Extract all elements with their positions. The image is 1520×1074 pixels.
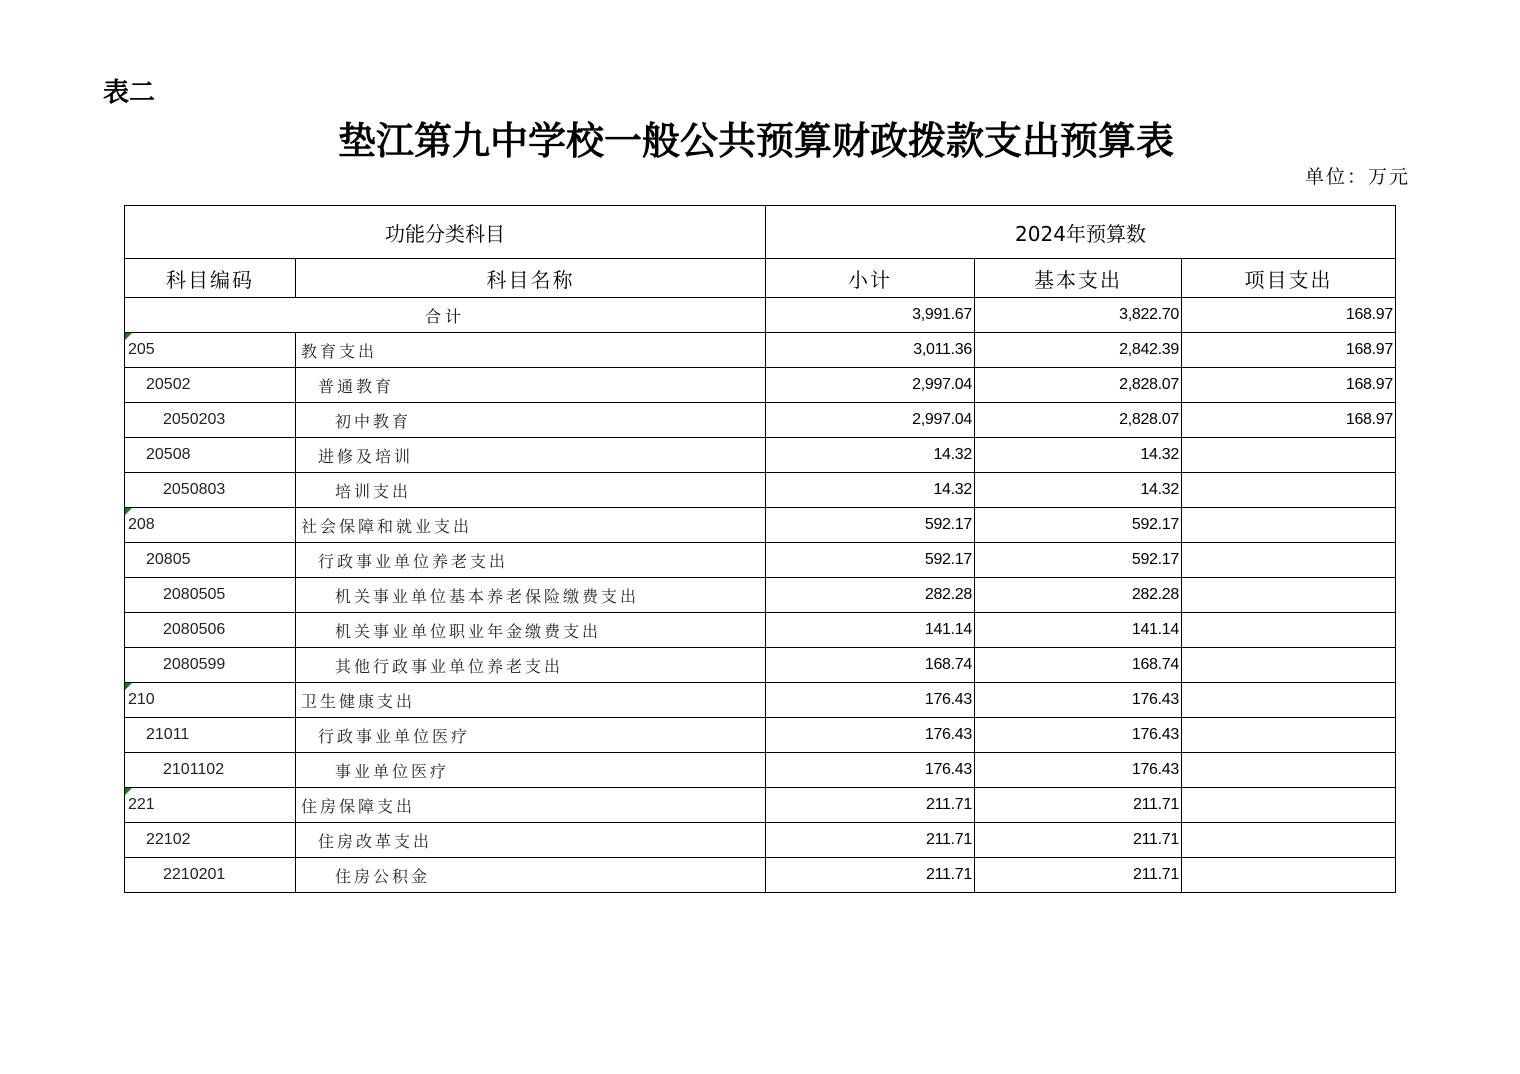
cell-marker-icon bbox=[125, 508, 132, 515]
table-row bbox=[125, 753, 1396, 788]
row-project bbox=[1182, 753, 1396, 788]
row-name-text: 机关事业单位基本养老保险缴费支出 bbox=[335, 588, 640, 606]
row-basic-text: 176.43 bbox=[1131, 761, 1179, 778]
row-name bbox=[296, 543, 766, 578]
row-basic-text: 2,842.39 bbox=[1119, 341, 1179, 358]
total-project: 168.97 bbox=[1182, 298, 1396, 333]
row-name bbox=[296, 333, 766, 368]
row-subtotal bbox=[766, 578, 975, 613]
budget-table bbox=[124, 205, 1396, 893]
row-subtotal-text: 141.14 bbox=[924, 621, 972, 638]
row-project bbox=[1182, 788, 1396, 823]
row-subtotal-text: 176.43 bbox=[924, 691, 972, 708]
row-basic bbox=[975, 368, 1182, 403]
row-name-text: 其他行政事业单位养老支出 bbox=[335, 658, 564, 676]
page-title: 垫江第九中学校一般公共预算财政拨款支出预算表 bbox=[337, 118, 1174, 163]
row-subtotal bbox=[766, 473, 975, 508]
row-project bbox=[1182, 578, 1396, 613]
row-code-text: 2080506 bbox=[163, 621, 226, 638]
row-basic bbox=[975, 823, 1182, 858]
row-project bbox=[1182, 368, 1396, 403]
row-name-text: 教育支出 bbox=[301, 343, 378, 361]
table-row bbox=[125, 333, 1396, 368]
row-code-text: 21011 bbox=[146, 726, 190, 743]
row-project bbox=[1182, 333, 1396, 368]
table-row bbox=[125, 438, 1396, 473]
row-subtotal bbox=[766, 333, 975, 368]
row-code-text: 2050203 bbox=[163, 411, 226, 428]
row-basic-text: 282.28 bbox=[1131, 586, 1179, 603]
row-code bbox=[125, 543, 296, 578]
row-code-text: 2050803 bbox=[163, 481, 226, 498]
row-project-text: 168.97 bbox=[1345, 341, 1393, 358]
row-name bbox=[296, 683, 766, 718]
table-row bbox=[125, 823, 1396, 858]
header-row-group bbox=[125, 206, 1396, 259]
row-project bbox=[1182, 858, 1396, 893]
row-code-text: 221 bbox=[128, 796, 155, 813]
row-name-text: 事业单位医疗 bbox=[335, 763, 450, 781]
row-subtotal bbox=[766, 753, 975, 788]
unit-label: 单位：万元 bbox=[1304, 166, 1410, 188]
row-subtotal-text: 592.17 bbox=[924, 516, 972, 533]
row-name-text: 住房改革支出 bbox=[318, 833, 433, 851]
row-basic-text: 2,828.07 bbox=[1119, 376, 1179, 393]
row-project bbox=[1182, 718, 1396, 753]
row-basic-text: 211.71 bbox=[1133, 831, 1179, 848]
row-subtotal-text: 211.71 bbox=[926, 866, 972, 883]
row-name-text: 行政事业单位医疗 bbox=[318, 728, 471, 746]
row-name bbox=[296, 718, 766, 753]
row-code bbox=[125, 438, 296, 473]
row-name-text: 初中教育 bbox=[335, 413, 412, 431]
cell-marker-icon bbox=[125, 788, 132, 795]
table-row bbox=[125, 648, 1396, 683]
row-code-text: 2101102 bbox=[163, 761, 225, 778]
table-row bbox=[125, 788, 1396, 823]
row-subtotal-text: 592.17 bbox=[924, 551, 972, 568]
row-subtotal-text: 282.28 bbox=[924, 586, 972, 603]
row-name-text: 培训支出 bbox=[335, 483, 412, 501]
row-code bbox=[125, 368, 296, 403]
row-project bbox=[1182, 613, 1396, 648]
row-project bbox=[1182, 438, 1396, 473]
row-subtotal-text: 14.32 bbox=[933, 446, 972, 463]
row-basic bbox=[975, 753, 1182, 788]
table-row bbox=[125, 718, 1396, 753]
row-name-text: 机关事业单位职业年金缴费支出 bbox=[335, 623, 602, 641]
row-code bbox=[125, 473, 296, 508]
header-subtotal: 小计 bbox=[766, 259, 975, 298]
row-basic bbox=[975, 438, 1182, 473]
table-row bbox=[125, 368, 1396, 403]
row-subtotal bbox=[766, 648, 975, 683]
header-name: 科目名称 bbox=[296, 259, 766, 298]
header-row-columns bbox=[125, 259, 1396, 298]
row-basic bbox=[975, 613, 1182, 648]
table-row bbox=[125, 543, 1396, 578]
row-subtotal-text: 176.43 bbox=[924, 726, 972, 743]
row-subtotal-text: 176.43 bbox=[924, 761, 972, 778]
row-subtotal bbox=[766, 508, 975, 543]
row-basic-text: 168.74 bbox=[1131, 656, 1179, 673]
row-subtotal-text: 211.71 bbox=[926, 831, 972, 848]
row-name-text: 住房公积金 bbox=[335, 868, 431, 886]
row-name-text: 卫生健康支出 bbox=[301, 693, 416, 711]
row-project bbox=[1182, 648, 1396, 683]
row-subtotal bbox=[766, 368, 975, 403]
total-basic: 3,822.70 bbox=[975, 298, 1182, 333]
row-code bbox=[125, 648, 296, 683]
row-code-text: 2080505 bbox=[163, 586, 226, 603]
row-code bbox=[125, 753, 296, 788]
row-name bbox=[296, 473, 766, 508]
row-code-text: 2210201 bbox=[163, 866, 226, 883]
row-basic bbox=[975, 648, 1182, 683]
row-subtotal bbox=[766, 683, 975, 718]
row-code-text: 2080599 bbox=[163, 656, 226, 673]
cell-marker-icon bbox=[125, 333, 132, 340]
row-basic bbox=[975, 718, 1182, 753]
table-row bbox=[125, 578, 1396, 613]
row-code-text: 20502 bbox=[146, 376, 191, 393]
table-row bbox=[125, 403, 1396, 438]
row-subtotal bbox=[766, 823, 975, 858]
row-basic-text: 176.43 bbox=[1131, 726, 1179, 743]
row-name-text: 行政事业单位养老支出 bbox=[318, 553, 509, 571]
row-basic bbox=[975, 578, 1182, 613]
row-basic-text: 176.43 bbox=[1131, 691, 1179, 708]
row-basic bbox=[975, 543, 1182, 578]
row-name bbox=[296, 508, 766, 543]
row-code bbox=[125, 683, 296, 718]
row-project bbox=[1182, 508, 1396, 543]
row-code-text: 205 bbox=[128, 341, 155, 358]
table-row bbox=[125, 613, 1396, 648]
row-code bbox=[125, 718, 296, 753]
row-project bbox=[1182, 473, 1396, 508]
header-code: 科目编码 bbox=[125, 259, 296, 298]
total-row bbox=[125, 298, 1396, 333]
row-code bbox=[125, 858, 296, 893]
row-code bbox=[125, 613, 296, 648]
row-basic bbox=[975, 403, 1182, 438]
row-subtotal bbox=[766, 718, 975, 753]
row-basic bbox=[975, 333, 1182, 368]
row-name-text: 普通教育 bbox=[318, 378, 395, 396]
row-name-text: 社会保障和就业支出 bbox=[301, 518, 473, 536]
row-name-text: 进修及培训 bbox=[318, 448, 414, 466]
row-code-text: 208 bbox=[128, 516, 155, 533]
row-name bbox=[296, 613, 766, 648]
row-code bbox=[125, 788, 296, 823]
row-code bbox=[125, 333, 296, 368]
row-project-text: 168.97 bbox=[1345, 376, 1393, 393]
header-basic: 基本支出 bbox=[975, 259, 1182, 298]
row-subtotal-text: 14.32 bbox=[933, 481, 972, 498]
row-basic-text: 14.32 bbox=[1140, 481, 1179, 498]
table-row bbox=[125, 508, 1396, 543]
row-project bbox=[1182, 683, 1396, 718]
row-basic-text: 211.71 bbox=[1133, 866, 1179, 883]
row-subtotal-text: 2,997.04 bbox=[912, 376, 972, 393]
row-subtotal bbox=[766, 613, 975, 648]
row-name bbox=[296, 648, 766, 683]
row-basic-text: 592.17 bbox=[1131, 551, 1179, 568]
row-code-text: 22102 bbox=[146, 831, 191, 848]
row-name bbox=[296, 858, 766, 893]
row-code-text: 20805 bbox=[146, 551, 191, 568]
row-name bbox=[296, 788, 766, 823]
cell-marker-icon bbox=[125, 683, 132, 690]
row-subtotal-text: 168.74 bbox=[924, 656, 972, 673]
row-name bbox=[296, 753, 766, 788]
total-subtotal: 3,991.67 bbox=[766, 298, 975, 333]
row-name bbox=[296, 578, 766, 613]
row-basic-text: 141.14 bbox=[1131, 621, 1179, 638]
row-basic-text: 14.32 bbox=[1140, 446, 1179, 463]
header-project: 项目支出 bbox=[1182, 259, 1396, 298]
row-project bbox=[1182, 543, 1396, 578]
header-function-category: 功能分类科目 bbox=[125, 206, 766, 259]
row-subtotal-text: 211.71 bbox=[926, 796, 972, 813]
row-project bbox=[1182, 403, 1396, 438]
row-basic bbox=[975, 858, 1182, 893]
row-basic-text: 592.17 bbox=[1131, 516, 1179, 533]
row-subtotal bbox=[766, 858, 975, 893]
table-row bbox=[125, 683, 1396, 718]
table-row bbox=[125, 473, 1396, 508]
row-code bbox=[125, 403, 296, 438]
header-budget-year: 2024年预算数 bbox=[766, 206, 1396, 259]
doc-label: 表二 bbox=[103, 78, 156, 108]
row-basic bbox=[975, 473, 1182, 508]
row-basic-text: 211.71 bbox=[1133, 796, 1179, 813]
row-subtotal-text: 2,997.04 bbox=[912, 411, 972, 428]
row-name bbox=[296, 823, 766, 858]
row-name-text: 住房保障支出 bbox=[301, 798, 416, 816]
row-project bbox=[1182, 823, 1396, 858]
row-basic bbox=[975, 683, 1182, 718]
row-code-text: 210 bbox=[128, 691, 155, 708]
row-basic bbox=[975, 788, 1182, 823]
row-subtotal bbox=[766, 403, 975, 438]
row-basic bbox=[975, 508, 1182, 543]
row-code-text: 20508 bbox=[146, 446, 191, 463]
row-subtotal bbox=[766, 543, 975, 578]
row-code bbox=[125, 823, 296, 858]
row-name bbox=[296, 403, 766, 438]
total-label: 合计 bbox=[125, 298, 766, 333]
row-name bbox=[296, 438, 766, 473]
row-code bbox=[125, 508, 296, 543]
row-subtotal-text: 3,011.36 bbox=[913, 341, 972, 358]
row-subtotal bbox=[766, 788, 975, 823]
row-basic-text: 2,828.07 bbox=[1119, 411, 1179, 428]
row-subtotal bbox=[766, 438, 975, 473]
row-name bbox=[296, 368, 766, 403]
table-row bbox=[125, 858, 1396, 893]
row-project-text: 168.97 bbox=[1345, 411, 1393, 428]
row-code bbox=[125, 578, 296, 613]
